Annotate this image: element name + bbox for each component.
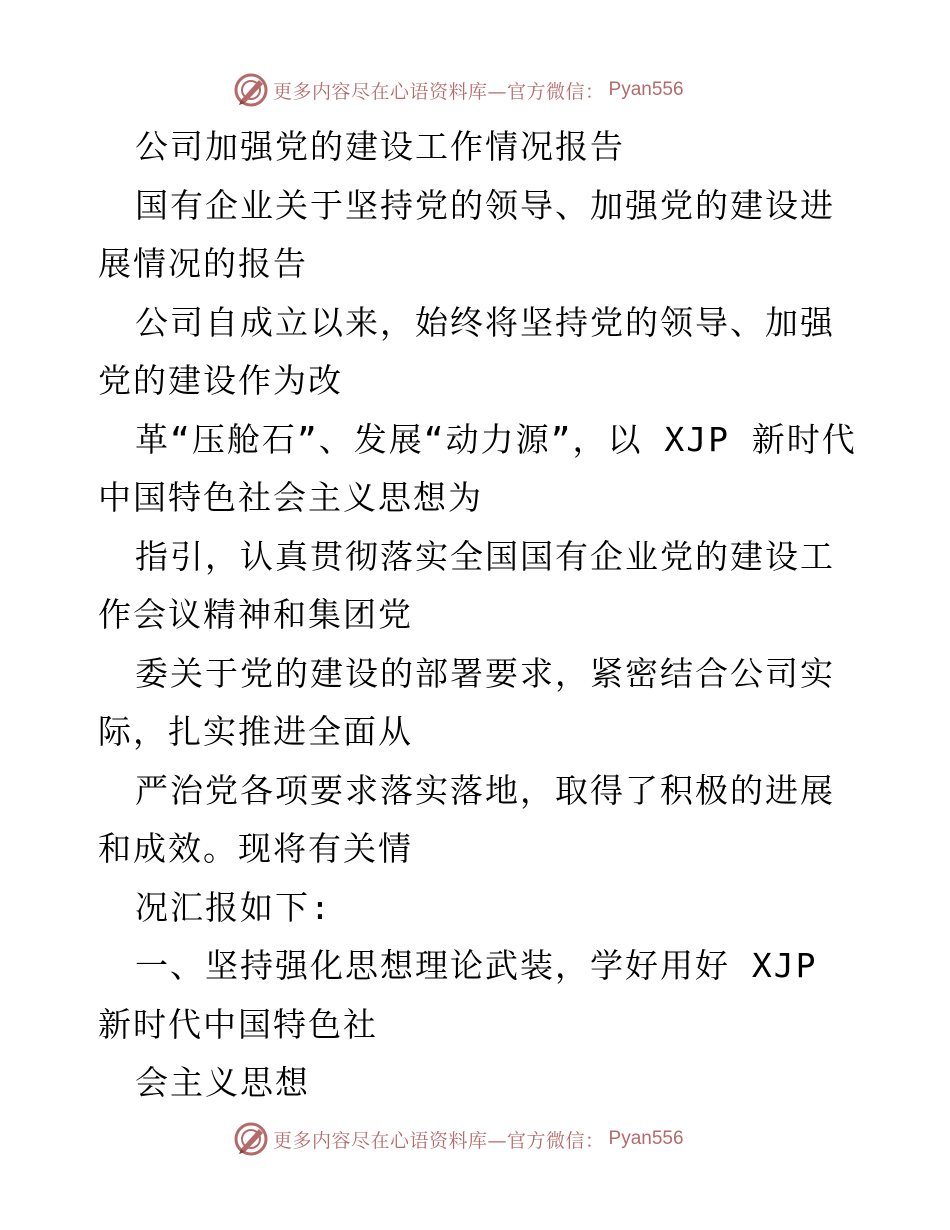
paragraph: 委关于党的建设的部署要求，紧密结合公司实际，扎实推进全面从	[98, 653, 835, 751]
watermark-text: 更多内容尽在心语资料库—官方微信：	[273, 80, 605, 103]
paragraph: 指引，认真贯彻落实全国国有企业党的建设工作会议精神和集团党	[98, 536, 835, 634]
paragraph: 况汇报如下:	[135, 887, 332, 927]
paragraph: 革“压舱石”、发展“动力源”，以 XJP 新时代中国特色社会主义思想为	[98, 419, 857, 517]
watermark-text: 更多内容尽在心语资料库—官方微信：	[273, 1129, 605, 1152]
pen-logo-icon	[233, 72, 269, 108]
paragraph: 国有企业关于坚持党的领导、加强党的建设进展情况的报告	[98, 185, 835, 283]
paragraph: 会主义思想	[135, 1063, 310, 1102]
paragraph: 严治党各项要求落实落地，取得了积极的进展和成效。现将有关情	[98, 770, 835, 868]
document-body	[98, 118, 858, 1113]
paragraph: 公司自成立以来，始终将坚持党的领导、加强党的建设作为改	[98, 302, 835, 400]
paragraph-section-heading: 一、坚持强化思想理论武装，学好用好 XJP 新时代中国特色社	[98, 946, 818, 1044]
watermark-wechat-id: Pyan556	[608, 1128, 684, 1149]
paragraph-title: 公司加强党的建设工作情况报告	[135, 127, 625, 166]
pen-logo-icon	[233, 1121, 269, 1157]
watermark-wechat-id: Pyan556	[608, 79, 684, 100]
header-watermark	[233, 72, 684, 108]
footer-watermark	[233, 1121, 684, 1157]
